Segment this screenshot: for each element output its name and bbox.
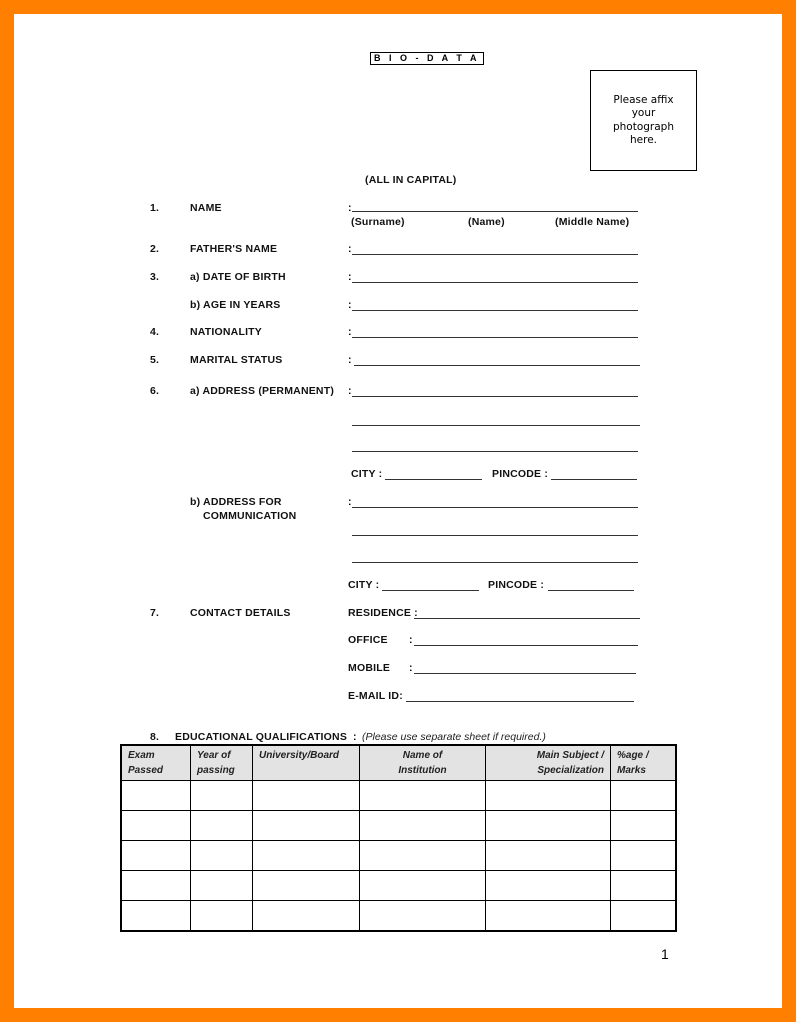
photo-box-text: Please affix your photograph here. xyxy=(612,93,675,146)
field-num: 8. xyxy=(150,731,160,743)
table-cell[interactable] xyxy=(253,871,360,901)
name-caption: (Name) xyxy=(468,216,505,228)
table-cell[interactable] xyxy=(486,811,611,841)
table-cell[interactable] xyxy=(360,781,486,811)
table-cell[interactable] xyxy=(486,901,611,932)
colon: : xyxy=(348,354,352,366)
mobile-label: MOBILE xyxy=(348,662,391,674)
table-cell[interactable] xyxy=(360,871,486,901)
table-cell[interactable] xyxy=(611,901,677,932)
col-label: Exam xyxy=(128,750,155,761)
table-header-row xyxy=(121,745,676,781)
col-label: passing xyxy=(197,765,235,776)
middle-name-caption: (Middle Name) xyxy=(555,216,630,228)
dob-input-line[interactable] xyxy=(352,282,638,283)
colon: : xyxy=(353,731,357,743)
table-cell[interactable] xyxy=(360,901,486,932)
permanent-address-line-1[interactable] xyxy=(352,396,638,397)
table-cell[interactable] xyxy=(253,901,360,932)
capital-note: (ALL IN CAPITAL) xyxy=(365,174,457,186)
col-university-board xyxy=(253,745,360,781)
field-num: 6. xyxy=(150,385,160,397)
table-row xyxy=(121,841,676,871)
office-label: OFFICE xyxy=(348,634,388,646)
field-num: 4. xyxy=(150,326,160,338)
table-cell[interactable] xyxy=(191,841,253,871)
marital-status-label: MARITAL STATUS xyxy=(190,354,283,366)
table-cell[interactable] xyxy=(191,781,253,811)
permanent-city-label: CITY : xyxy=(351,468,383,480)
table-row xyxy=(121,811,676,841)
education-table xyxy=(120,744,677,932)
table-cell[interactable] xyxy=(486,781,611,811)
table-cell[interactable] xyxy=(360,841,486,871)
colon: : xyxy=(409,662,413,674)
communication-pincode-label: PINCODE : xyxy=(488,579,545,591)
father-name-label: FATHER'S NAME xyxy=(190,243,278,255)
col-main-subject xyxy=(486,745,611,781)
table-cell[interactable] xyxy=(611,781,677,811)
table-cell[interactable] xyxy=(121,841,191,871)
communication-city-label: CITY : xyxy=(348,579,380,591)
permanent-pincode-label: PINCODE : xyxy=(492,468,549,480)
col-name-of-institution xyxy=(360,745,486,781)
contact-details-label: CONTACT DETAILS xyxy=(190,607,291,619)
table-row xyxy=(121,871,676,901)
education-note: (Please use separate sheet if required.) xyxy=(362,731,546,743)
communication-address-line-3[interactable] xyxy=(352,562,638,563)
communication-city-input-line[interactable] xyxy=(382,590,479,591)
table-cell[interactable] xyxy=(611,811,677,841)
col-label: Year of xyxy=(197,750,231,761)
table-cell[interactable] xyxy=(121,901,191,932)
residence-input-line[interactable] xyxy=(414,618,640,619)
field-num: 7. xyxy=(150,607,160,619)
age-label: b) AGE IN YEARS xyxy=(190,299,281,311)
table-cell[interactable] xyxy=(253,781,360,811)
col-year-of-passing xyxy=(191,745,253,781)
table-cell[interactable] xyxy=(191,901,253,932)
field-num: 2. xyxy=(150,243,160,255)
nationality-input-line[interactable] xyxy=(352,337,638,338)
field-num: 3. xyxy=(150,271,160,283)
page-number: 1 xyxy=(661,946,669,962)
colon: : xyxy=(348,271,352,283)
col-exam-passed xyxy=(121,745,191,781)
table-cell[interactable] xyxy=(121,811,191,841)
name-label: NAME xyxy=(190,202,222,214)
father-name-input-line[interactable] xyxy=(352,254,638,255)
table-cell[interactable] xyxy=(191,811,253,841)
email-input-line[interactable] xyxy=(406,701,634,702)
col-label: Marks xyxy=(617,765,646,776)
table-row xyxy=(121,901,676,932)
age-input-line[interactable] xyxy=(352,310,638,311)
communication-address-label-2: COMMUNICATION xyxy=(203,510,297,522)
permanent-city-input-line[interactable] xyxy=(385,479,482,480)
permanent-pincode-input-line[interactable] xyxy=(551,479,637,480)
nationality-label: NATIONALITY xyxy=(190,326,262,338)
table-cell[interactable] xyxy=(360,811,486,841)
colon: : xyxy=(348,299,352,311)
permanent-address-line-2[interactable] xyxy=(352,425,640,426)
form-title: B I O - D A T A xyxy=(370,52,484,65)
form-page xyxy=(14,14,782,1008)
col-label: %age / xyxy=(617,750,649,761)
communication-pincode-input-line[interactable] xyxy=(548,590,634,591)
table-cell[interactable] xyxy=(253,841,360,871)
permanent-address-line-3[interactable] xyxy=(352,451,638,452)
col-label: Passed xyxy=(128,765,164,776)
table-cell[interactable] xyxy=(121,871,191,901)
colon: : xyxy=(409,634,413,646)
colon: : xyxy=(348,326,352,338)
communication-address-line-2[interactable] xyxy=(352,535,638,536)
colon: : xyxy=(348,496,352,508)
colon: : xyxy=(348,243,352,255)
colon: : xyxy=(348,385,352,397)
col-label: Institution xyxy=(398,765,447,776)
name-input-line[interactable] xyxy=(352,211,638,212)
table-cell[interactable] xyxy=(191,871,253,901)
communication-address-line-1[interactable] xyxy=(352,507,638,508)
dob-label: a) DATE OF BIRTH xyxy=(190,271,286,283)
table-cell[interactable] xyxy=(611,871,677,901)
col-percentage-marks xyxy=(611,745,677,781)
table-row xyxy=(121,781,676,811)
table-cell[interactable] xyxy=(486,841,611,871)
table-cell[interactable] xyxy=(121,781,191,811)
permanent-address-label: a) ADDRESS (PERMANENT) xyxy=(190,385,335,397)
surname-caption: (Surname) xyxy=(351,216,405,228)
education-label: EDUCATIONAL QUALIFICATIONS xyxy=(175,731,348,743)
col-label: Specialization xyxy=(537,765,604,776)
col-label: Name of xyxy=(402,750,443,761)
colon: : xyxy=(348,202,352,214)
email-label: E-MAIL ID: xyxy=(348,690,403,702)
communication-address-label-1: b) ADDRESS FOR xyxy=(190,496,282,508)
field-num: 1. xyxy=(150,202,160,214)
col-label: Main Subject / xyxy=(536,750,604,761)
marital-status-input-line[interactable] xyxy=(354,365,640,366)
office-input-line[interactable] xyxy=(414,645,638,646)
mobile-input-line[interactable] xyxy=(414,673,636,674)
table-cell[interactable] xyxy=(486,871,611,901)
table-cell[interactable] xyxy=(253,811,360,841)
photo-box xyxy=(590,70,697,171)
residence-label: RESIDENCE : xyxy=(348,607,418,619)
col-label: University/Board xyxy=(259,750,340,761)
field-num: 5. xyxy=(150,354,160,366)
table-cell[interactable] xyxy=(611,841,677,871)
